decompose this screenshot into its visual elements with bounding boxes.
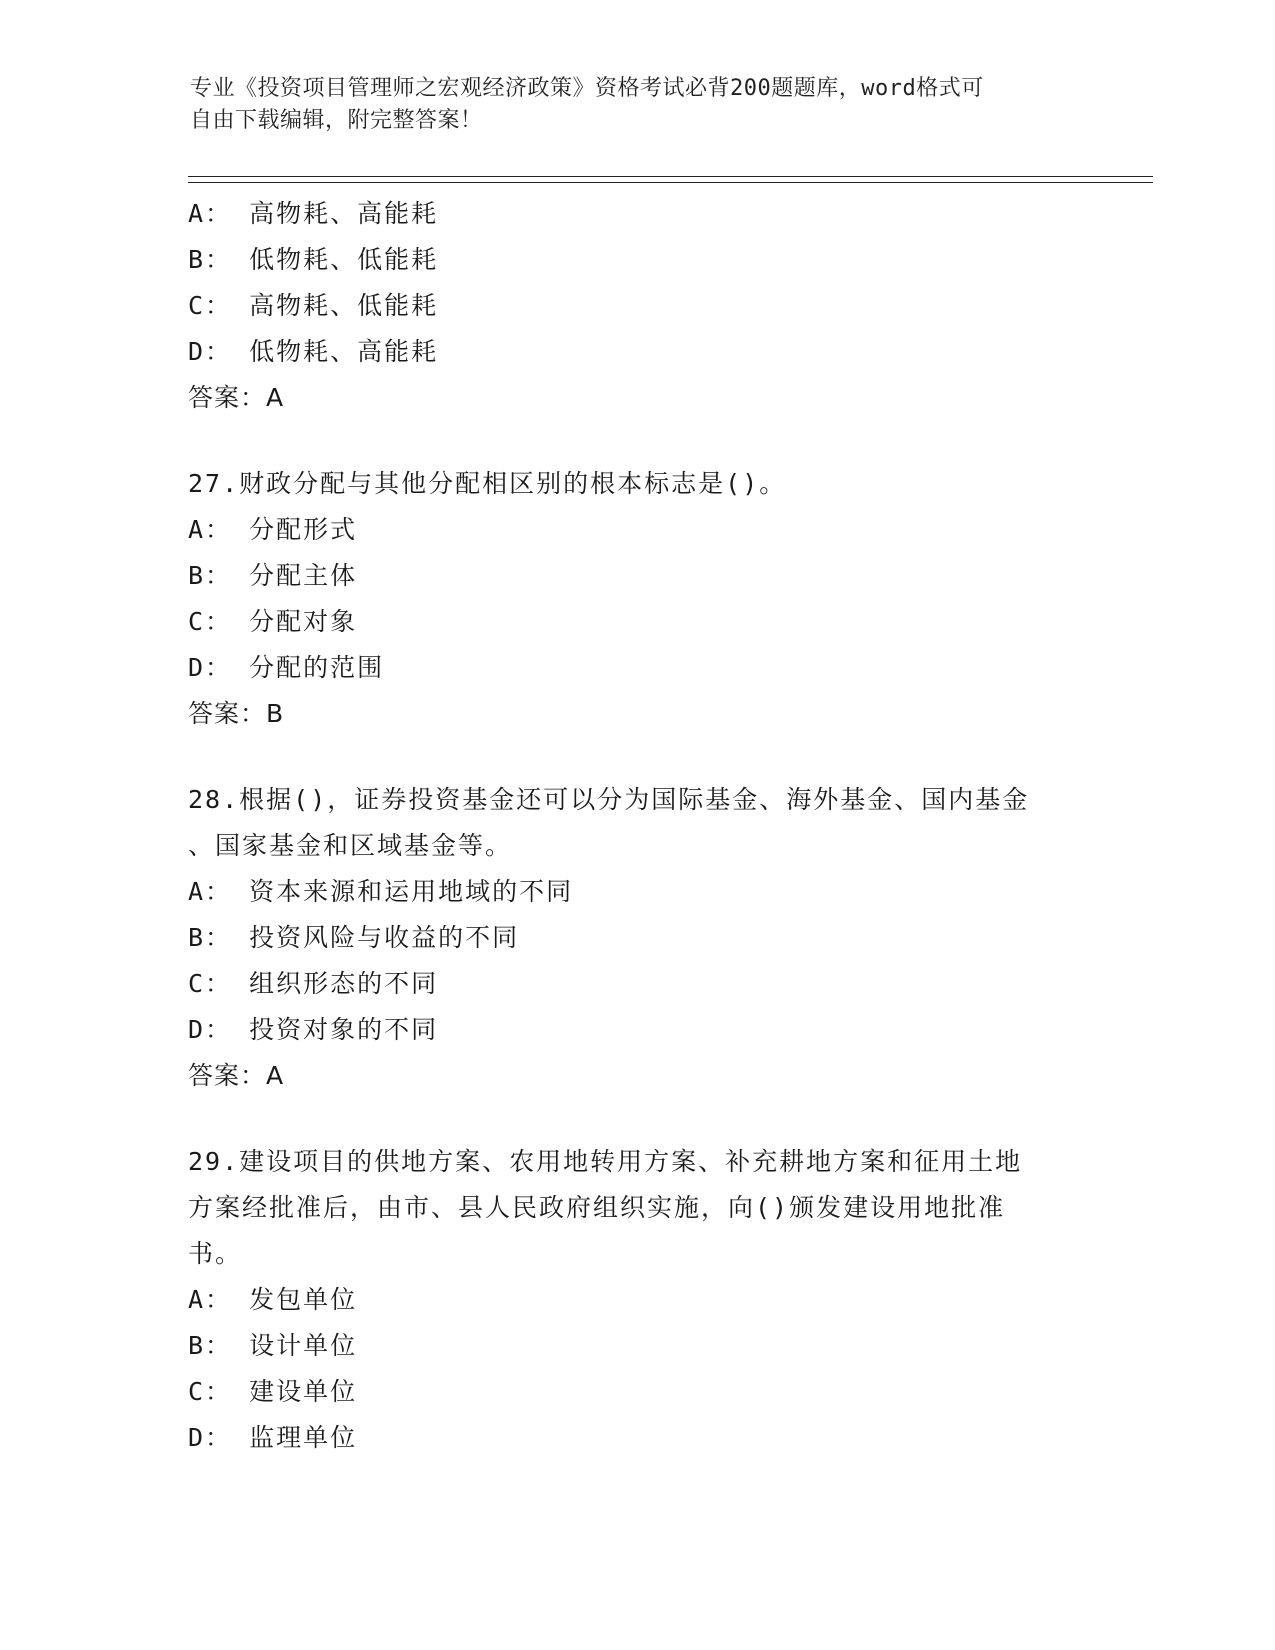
option-a: A： 发包单位 — [188, 1285, 358, 1314]
option-d: D： 低物耗、高能耗 — [188, 337, 439, 366]
answer-line: 答案：A — [188, 1061, 285, 1090]
option-c: C： 建设单位 — [188, 1377, 358, 1406]
question-stem: 27.财政分配与其他分配相区别的根本标志是()。 — [188, 469, 787, 498]
option-b: B： 设计单位 — [188, 1331, 358, 1360]
question-26 — [188, 191, 1088, 421]
answer-line: 答案：B — [188, 699, 285, 728]
header-divider-top — [188, 176, 1153, 177]
question-stem-line-1: 29.建设项目的供地方案、农用地转用方案、补充耕地方案和征用土地 — [188, 1147, 1023, 1176]
option-d: D： 监理单位 — [188, 1423, 358, 1452]
question-stem-line-2: 、国家基金和区域基金等。 — [188, 831, 513, 860]
option-b: B： 低物耗、低能耗 — [188, 245, 439, 274]
option-c: C： 组织形态的不同 — [188, 969, 439, 998]
option-d: D： 分配的范围 — [188, 653, 385, 682]
option-b: B： 投资风险与收益的不同 — [188, 923, 520, 952]
header-title-line-1: 专业《投资项目管理师之宏观经济政策》资格考试必背200题题库，word格式可 — [190, 76, 984, 101]
option-a: A： 分配形式 — [188, 515, 358, 544]
option-b: B： 分配主体 — [188, 561, 358, 590]
option-c: C： 分配对象 — [188, 607, 358, 636]
question-list — [188, 191, 1088, 1461]
question-stem-line-2: 方案经批准后，由市、县人民政府组织实施，向()颁发建设用地批准 — [188, 1193, 1006, 1222]
question-29 — [188, 1139, 1088, 1461]
option-a: A： 资本来源和运用地域的不同 — [188, 877, 574, 906]
document-header — [190, 73, 1090, 137]
option-c: C： 高物耗、低能耗 — [188, 291, 439, 320]
question-stem-line-3: 书。 — [188, 1239, 243, 1268]
question-stem-line-1: 28.根据()，证券投资基金还可以分为国际基金、海外基金、国内基金 — [188, 785, 1030, 814]
option-d: D： 投资对象的不同 — [188, 1015, 439, 1044]
question-28 — [188, 777, 1088, 1099]
header-title-line-2: 自由下载编辑，附完整答案！ — [190, 108, 483, 133]
option-a: A： 高物耗、高能耗 — [188, 199, 439, 228]
answer-line: 答案：A — [188, 383, 285, 412]
question-27 — [188, 461, 1088, 737]
header-divider-bottom — [188, 182, 1153, 183]
